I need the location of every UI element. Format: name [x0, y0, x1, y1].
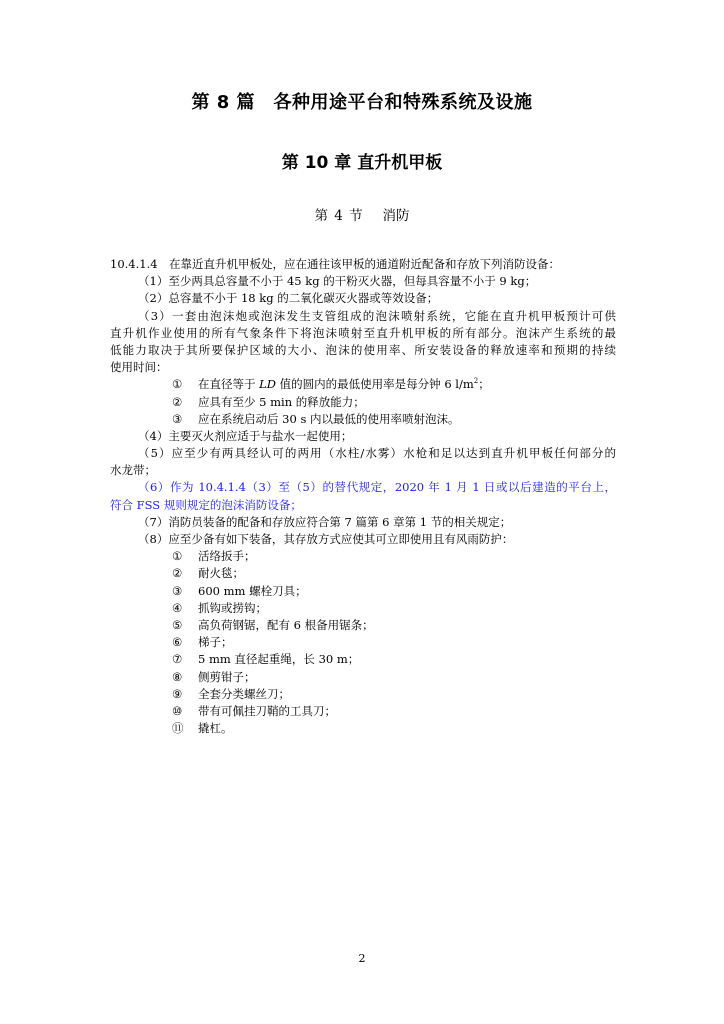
list-item-6-line-2: 符合 FSS 规则规定的泡沫消防设备； — [110, 497, 302, 512]
list-item-6-line-1: （6）作为 10.4.1.4（3）至（5）的替代规定，2020 年 1 月 1 日或以后建造的平台上， — [138, 480, 616, 495]
sub-item-number: ① — [172, 377, 183, 392]
sub-item-text-end: ； — [478, 377, 490, 392]
list-item-8: （8）应至少备有如下装备，其存放方式应使其可立即使用且有风雨防护： — [138, 532, 514, 546]
sub-item-8 — [110, 669, 616, 686]
sub-item-8 — [110, 703, 616, 720]
sub-item-8 — [110, 634, 616, 651]
sub-item-text: 梯子； — [198, 635, 233, 650]
sub-item-3-1 — [110, 376, 616, 393]
superscript: 2 — [473, 377, 479, 386]
list-item-3-line-4: 使用时间： — [110, 360, 168, 375]
sub-item-number: ③ — [172, 411, 183, 426]
sub-item-number: ⑥ — [172, 635, 183, 650]
sub-item-text-post: 值的圆内的最低使用率是每分钟 6 l/m — [276, 377, 474, 392]
sub-item-text: 全套分类螺丝刀； — [198, 686, 290, 701]
document-body — [110, 256, 616, 737]
sub-item-number: ⑦ — [172, 652, 183, 667]
part-title: 第 8 篇 各种用途平台和特殊系统及设施 — [191, 92, 533, 113]
sub-item-text: 侧剪钳子； — [198, 669, 256, 684]
sub-item-text: 应在系统启动后 30 s 内以最低的使用率喷射泡沫。 — [198, 411, 460, 426]
sub-item-3-3 — [110, 411, 616, 428]
sub-item-8 — [110, 548, 616, 565]
sub-item-text: 带有可佩挂刀鞘的工具刀； — [198, 703, 336, 718]
sub-item-8 — [110, 686, 616, 703]
equipment-sub-list — [110, 548, 616, 737]
list-item-5-line-1: （5）应至少有两具经认可的两用（水柱/水雾）水枪和足以达到直升机甲板任何部分的 — [138, 446, 616, 461]
list-item-3-line-3: 低能力取决于其所要保护区域的大小、泡沫的使用率、所安装设备的释放速率和预期的持续 — [110, 342, 616, 357]
sub-item-number: ⑤ — [172, 617, 183, 632]
sub-item-text: 耐火毯； — [198, 566, 244, 581]
sub-item-text: 活络扳手； — [198, 549, 256, 564]
sub-item-text: 600 mm 螺栓刀具； — [198, 583, 307, 598]
sub-item-text: 撬杠。 — [198, 721, 233, 736]
sub-item-number: ⑨ — [172, 686, 183, 701]
sub-item-number: ② — [172, 566, 183, 581]
section-title: 第 4 节 消防 — [314, 208, 410, 224]
sub-item-3-2 — [110, 394, 616, 411]
sub-item-text: 抓钩或捞钩； — [198, 600, 267, 615]
clause-intro: 10.4.1.4 在靠近直升机甲板处，应在通往该甲板的通道附近配备和存放下列消防设备： — [110, 257, 561, 271]
sub-item-8 — [110, 617, 616, 634]
sub-item-text: 应具有至少 5 min 的释放能力； — [198, 394, 365, 409]
ld-variable: LD — [259, 377, 277, 392]
sub-item-number: ⑪ — [172, 721, 184, 736]
sub-item-8 — [110, 583, 616, 600]
sub-item-text-pre: 在直径等于 — [198, 377, 260, 392]
sub-item-8 — [110, 600, 616, 617]
list-item-3-line-1: （3）一套由泡沫炮或泡沫发生支管组成的泡沫喷射系统，它能在直升机甲板预计可供 — [138, 308, 616, 323]
list-item-1: （1）至少两具总容量不小于 45 kg 的干粉灭火器，但每具容量不小于 9 kg； — [138, 274, 537, 289]
sub-item-8 — [110, 720, 616, 737]
list-item-2: （2）总容量不小于 18 kg 的二氧化碳灭火器或等效设备； — [138, 291, 439, 306]
sub-item-text: 5 mm 直径起重绳，长 30 m； — [198, 652, 360, 667]
sub-item-number: ② — [172, 394, 183, 409]
sub-item-number: ③ — [172, 583, 183, 598]
sub-item-number: ④ — [172, 600, 183, 615]
list-item-3-line-2: 直升机作业使用的所有气象条件下将泡沫喷射至直升机甲板的所有部分。泡沫产生系统的最 — [110, 325, 616, 340]
sub-item-8 — [110, 565, 616, 582]
sub-item-number: ⑩ — [172, 703, 183, 718]
sub-item-number: ⑧ — [172, 669, 183, 684]
page-number: 2 — [358, 952, 366, 965]
sub-item-number: ① — [172, 549, 183, 564]
list-item-5-line-2: 水龙带； — [110, 463, 156, 478]
list-item-7: （7）消防员装备的配备和存放应符合第 7 篇第 6 章第 1 节的相关规定； — [138, 514, 512, 529]
list-item-4: （4）主要灭火剂应适于与盐水一起使用； — [138, 428, 353, 443]
sub-item-text: 高负荷钢锯，配有 6 根备用锯条； — [198, 617, 374, 632]
chapter-title: 第 10 章 直升机甲板 — [281, 153, 443, 173]
sub-item-8 — [110, 651, 616, 668]
